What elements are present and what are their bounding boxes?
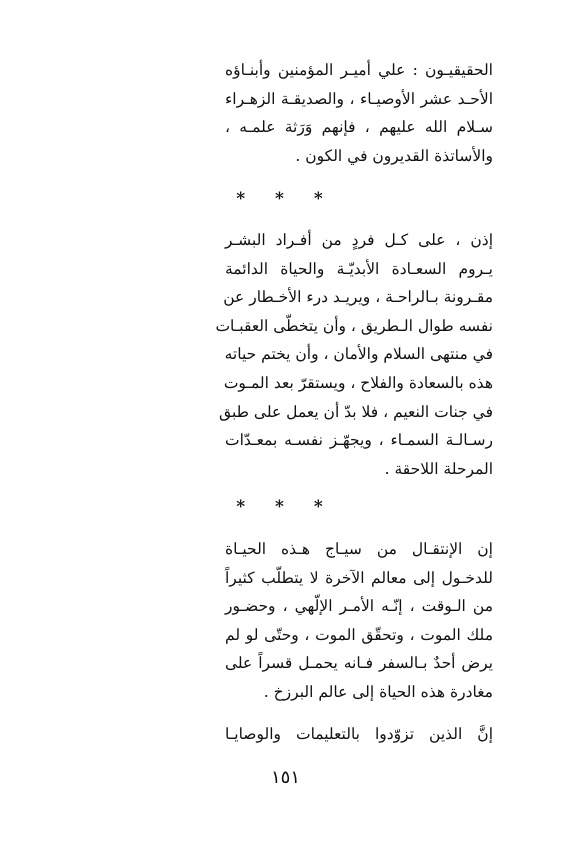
paragraph-2 [215, 226, 493, 483]
paragraph-line: يرض أحدٌ بـالسفر فـانه يحمـل قسراً على [225, 654, 493, 673]
paragraph-line: مغادرة هذه الحياة إلى عالم البرزخ . [263, 682, 493, 701]
paragraph-line: للدخـول إلى معالم الآخرة لا يتطلّب كثيراً [225, 568, 493, 587]
paragraph-line: والأساتذة القديرون في الكون . [295, 146, 493, 165]
paragraph-line: يـروم السعـادة الأبديّـة والحياة الدائمة [225, 259, 493, 278]
paragraph-line: المرحلة اللاحقة . [384, 459, 493, 478]
paragraph-line: الحقيقيـون : علي أميـر المؤمنين وأبنـاؤه [225, 61, 493, 79]
paragraph-3 [225, 535, 493, 707]
paragraph-line: من الـوقت ، إنّـه الأمـر الإلّهي ، وحضـور [225, 597, 493, 616]
paragraph-line: ملك الموت ، وتحقّق الموت ، وحتّى لو لم [225, 625, 493, 644]
paragraph-line: إن الإنتقـال من سيـاج هـذه الحيـاة [225, 540, 493, 558]
paragraph-1 [225, 56, 493, 170]
paragraph-line: إذن ، على كـل فردٍ من أفـراد البشـر [225, 231, 493, 249]
paragraph-4 [225, 720, 493, 749]
paragraph-line: مقـرونة بـالراحـة ، ويريـد درء الأخـطار عن [223, 288, 493, 307]
paragraph-line: إنَّ الذين تزوّدوا بالتعليمات والوصايـا [225, 725, 493, 743]
paragraph-line: في منتهى السلام والأمان ، وأن يختم حياته [224, 345, 493, 364]
section-separator: * * * [236, 189, 335, 209]
paragraph-line: سـلام الله عليهم ، فإنهم وَرَثة علمـه ، [225, 118, 493, 137]
paragraph-line: نفسه طوال الـطريق ، وأن يتخطّى العقبـات [215, 316, 493, 335]
page-number: ١٥١ [270, 767, 300, 788]
paragraph-line: في جنات النعيم ، فلا بدّ أن يعمل على طبق [219, 402, 493, 421]
paragraph-line: هذه بالسعادة والفلاح ، ويستقرّ بعد المـوت [223, 373, 493, 392]
paragraph-line: رسـالـة السمـاء ، ويجهّـز نفسـه بمعـدّات [225, 431, 493, 450]
paragraph-line: الأحـد عشر الأوصيـاء ، والصديقـة الزهـراء [225, 89, 493, 108]
section-separator: * * * [236, 497, 335, 517]
